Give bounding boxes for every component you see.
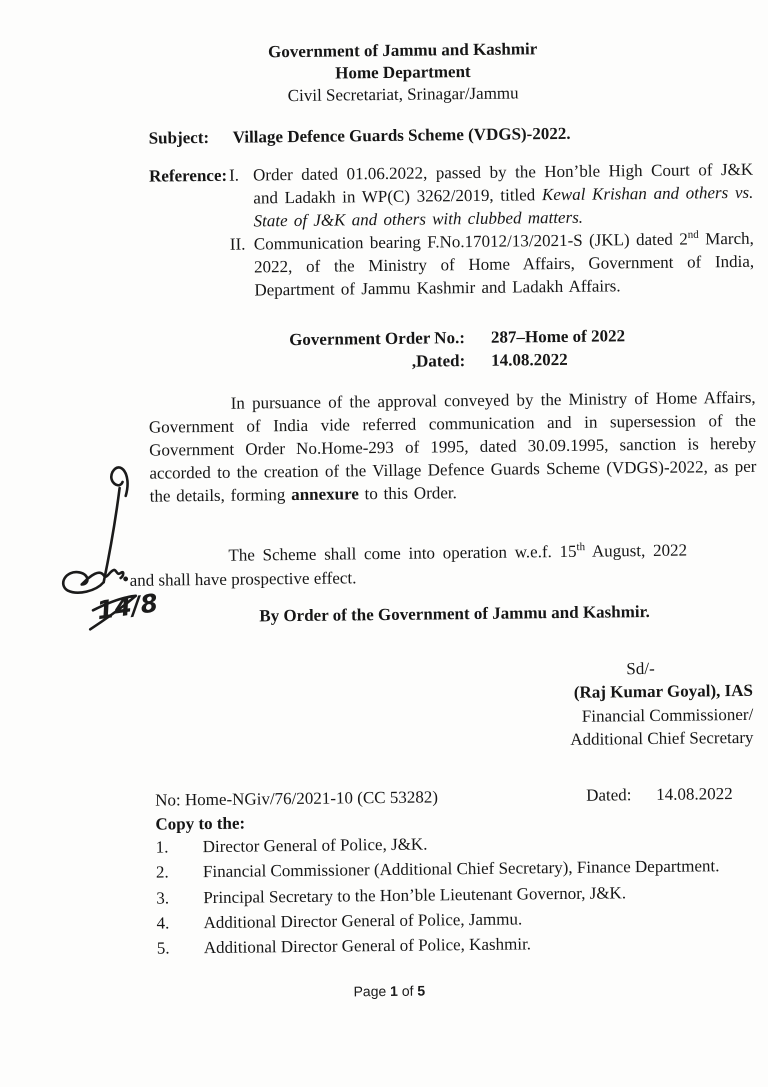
- body-paragraph-1: In pursuance of the approval conveyed by the Ministry of Home Affairs, Government of India vide referred communication and in supersession of the Government Order No.Home-293 of 1995, dated 30.09.1995, sanction is hereby accorded to the creation of the Village Defence Guards Scheme (VDGS)-2022, as per the details, forming annexure to this Order.: [148, 387, 757, 506]
- subject-line: [149, 120, 753, 150]
- reference-label: Reference:: [148, 165, 228, 186]
- order-no-label: Government Order No.:: [289, 328, 466, 350]
- page-number-footer: Page 1 of 5: [353, 982, 426, 1000]
- copy-item: 1. Director General of Police, J&K.: [155, 834, 428, 857]
- government-order-block: [273, 324, 626, 374]
- dept-name: Home Department: [335, 61, 471, 83]
- handwritten-date: 14/8: [95, 588, 160, 626]
- handwritten-signature: [52, 440, 184, 641]
- copy-to-label: Copy to the:: [155, 813, 246, 834]
- body-paragraph-2: The Scheme shall come into operation w.e.f. 15th August, 2022 and shall have prospective effect.: [129, 540, 688, 590]
- pen-dot: [123, 577, 128, 582]
- file-number: No: Home-NGiv/76/2021-10 (CC 53282): [155, 787, 439, 810]
- signatory-name: (Raj Kumar Goyal), IAS: [573, 681, 754, 703]
- copy-to-list: [156, 829, 762, 962]
- copy-item: 2. Financial Commissioner (Additional Chief Secretary), Finance Department.: [155, 856, 720, 882]
- copy-item: 3. Principal Secretary to the Hon’ble Lieutenant Governor, J&K.: [156, 882, 627, 908]
- reference-item: [230, 227, 755, 302]
- signature-stroke: [103, 488, 121, 582]
- order-date-value: 14.08.2022: [491, 349, 568, 370]
- copy-item: 5. Additional Director General of Police, Kashmir.: [156, 934, 532, 958]
- by-order-line: By Order of the Government of Jammu and Kashmir.: [259, 601, 650, 626]
- dispatch-date-value: 14.08.2022: [656, 784, 733, 804]
- ref-item-number: I.: [228, 165, 240, 185]
- reference-block: [149, 158, 755, 303]
- ref-item-text: Order dated 01.06.2022, passed by the Hon’ble High Court of J&K and Ladakh in WP(C) 3262/2019, titled Kewal Krishan and others vs. State of J&K and others with clubbed matters.: [252, 159, 754, 231]
- order-no-value: 287–Home of 2022: [490, 326, 626, 347]
- ref-item-text: Communication bearing F.No.17012/13/2021-S (JKL) dated 2nd March, 2022, of the Ministry of Home Affairs, Government of India, Department of Jammu Kashmir and Ladakh Affairs.: [253, 228, 755, 300]
- sd-line: Sd/-: [626, 658, 655, 679]
- order-date-label: ,Dated:: [411, 351, 466, 371]
- org-name: Government of Jammu and Kashmir: [267, 39, 538, 62]
- letterhead: [153, 37, 654, 109]
- ref-item-number: II.: [229, 234, 246, 254]
- subject-label: Subject:: [148, 127, 210, 148]
- file-number-line: [3, 782, 768, 815]
- subject-text: Village Defence Guards Scheme (VDGS)-2022.: [232, 123, 571, 147]
- dept-address: Civil Secretariat, Srinagar/Jammu: [287, 83, 519, 106]
- copy-item: 4. Additional Director General of Police, Jammu.: [156, 909, 523, 933]
- signature-stroke: [63, 570, 123, 593]
- reference-item: [229, 158, 754, 233]
- reference-list: [229, 158, 755, 302]
- signatory-title-2: Additional Chief Secretary: [570, 727, 754, 749]
- dispatch-date-label: Dated:: [586, 785, 632, 805]
- signatory-title-1: Financial Commissioner/: [581, 704, 754, 726]
- signatory-block: [452, 656, 754, 753]
